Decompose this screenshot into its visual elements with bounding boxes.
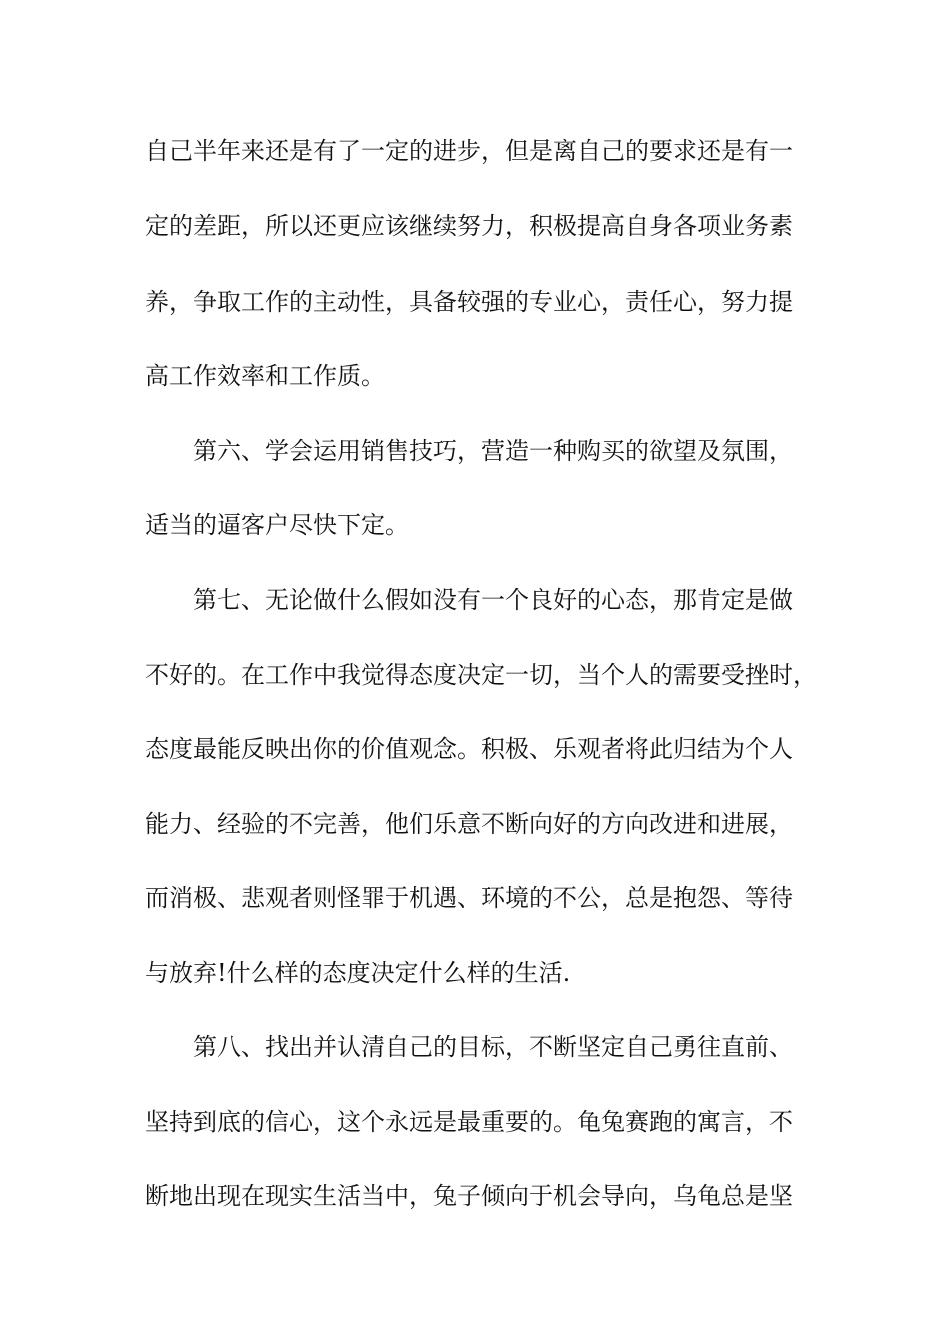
body-text-line: 高工作效率和工作质。	[145, 362, 385, 390]
body-text-line: 而消极、悲观者则怪罪于机遇、环境的不公，总是抱怨、等待	[145, 884, 793, 912]
paragraph-first-line: 第八、找出并认清自己的目标，不断坚定自己勇往直前、	[193, 1033, 793, 1061]
body-text-line: 定的差距，所以还更应该继续努力，积极提高自身各项业务素	[145, 212, 793, 240]
body-text-line: 适当的逼客户尽快下定。	[145, 511, 409, 539]
body-text-line: 自己半年来还是有了一定的进步，但是离自己的要求还是有一	[145, 137, 793, 165]
body-text-line: 与放弃!什么样的态度决定什么样的生活.	[145, 959, 571, 987]
body-text-line: 养，争取工作的主动性，具备较强的专业心，责任心，努力提	[145, 288, 793, 316]
body-text-line: 断地出现在现实生活当中，兔子倾向于机会导向，乌龟总是坚	[145, 1182, 793, 1210]
body-text-line: 能力、经验的不完善，他们乐意不断向好的方向改进和进展，	[145, 810, 793, 838]
body-text-line: 态度最能反映出你的价值观念。积极、乐观者将此归结为个人	[145, 735, 793, 763]
body-text-line: 坚持到底的信心，这个永远是最重要的。龟兔赛跑的寓言，不	[145, 1108, 793, 1136]
body-text-line: 不好的。在工作中我觉得态度决定一切，当个人的需要受挫时，	[145, 661, 817, 689]
paragraph-first-line: 第六、学会运用销售技巧，营造一种购买的欲望及氛围，	[193, 437, 793, 465]
paragraph-first-line: 第七、无论做什么假如没有一个良好的心态，那肯定是做	[193, 586, 793, 614]
